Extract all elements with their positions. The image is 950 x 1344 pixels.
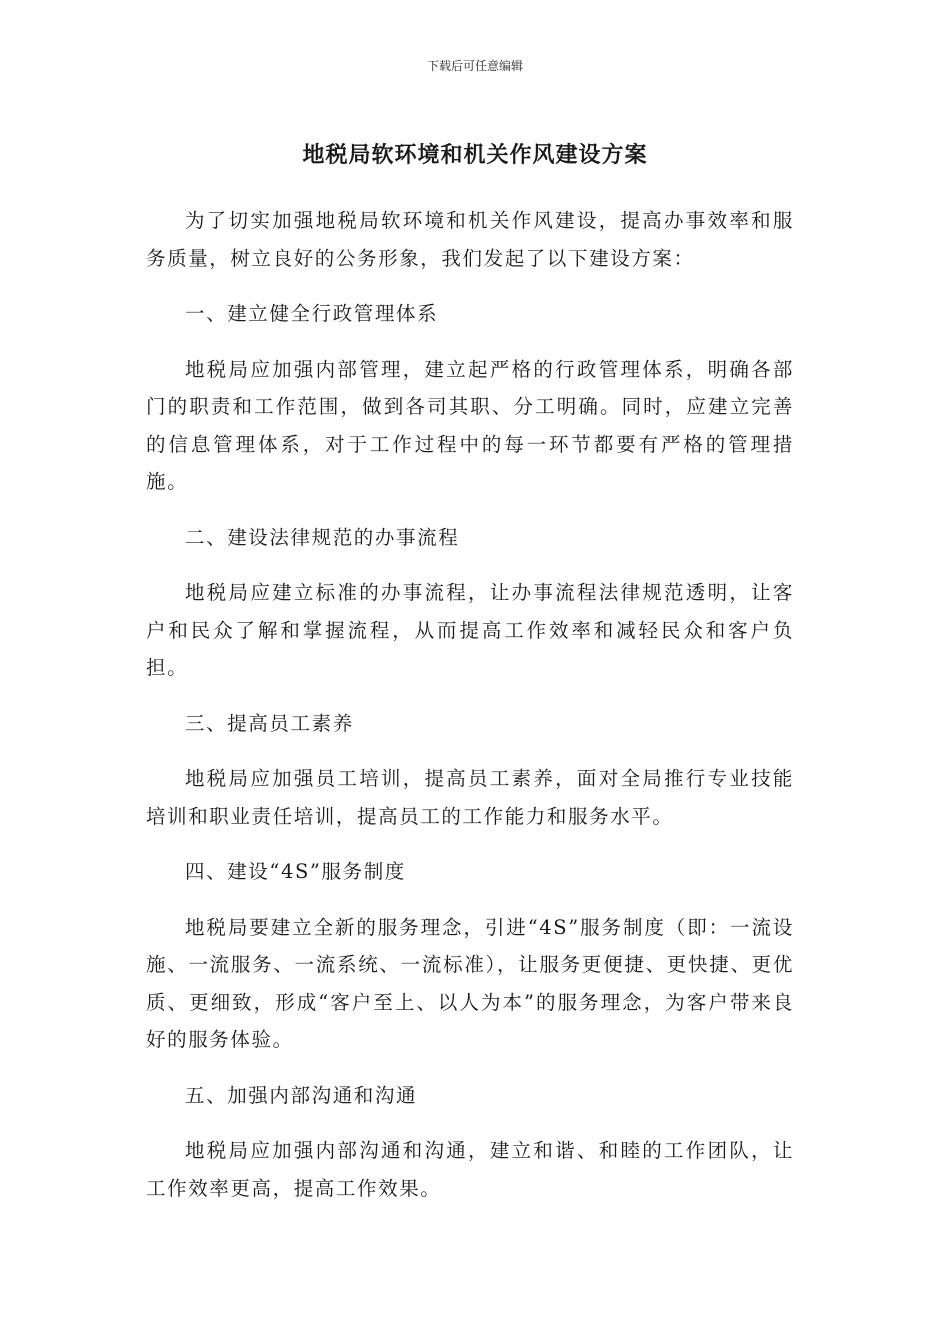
section-body-1: 地税局应加强内部管理，建立起严格的行政管理体系，明确各部门的职责和工作范围，做到各司其职、分工明确。同时，应建立完善的信息管理体系，对于工作过程中的每一环节都要有严格的管理措施。 bbox=[146, 357, 794, 493]
section-heading-2: 二、建设法律规范的办事流程 bbox=[185, 525, 460, 549]
section-body-5: 地税局应加强内部沟通和沟通，建立和谐、和睦的工作团队，让工作效率更高，提高工作效果。 bbox=[146, 1139, 794, 1200]
section-body-2: 地税局应建立标准的办事流程，让办事流程法律规范透明，让客户和民众了解和掌握流程，从而提高工作效率和减轻民众和客户负担。 bbox=[146, 581, 794, 679]
header-note: 下载后可任意编辑 bbox=[426, 59, 523, 73]
section-heading-4: 四、建设“4S”服务制度 bbox=[185, 860, 406, 883]
section-heading-3: 三、提高员工素养 bbox=[185, 711, 354, 735]
document-title: 地税局软环境和机关作风建设方案 bbox=[302, 143, 648, 168]
section-heading-5: 五、加强内部沟通和沟通 bbox=[185, 1083, 418, 1107]
document-body bbox=[146, 202, 794, 1225]
intro-paragraph: 为了切实加强地税局软环境和机关作风建设，提高办事效率和服务质量，树立良好的公务形象，我们发起了以下建设方案： bbox=[146, 209, 794, 270]
section-heading-1: 一、建立健全行政管理体系 bbox=[185, 302, 439, 325]
section-body-3: 地税局应加强员工培训，提高员工素养，面对全局推行专业技能培训和职业责任培训，提高员工的工作能力和服务水平。 bbox=[146, 767, 794, 828]
section-body-4: 地税局要建立全新的服务理念，引进“4S”服务制度（即：一流设施、一流服务、一流系统、一流标准），让服务更便捷、更快捷、更优质、更细致，形成“客户至上、以人为本”的服务理念，为客户带来良好的服务体验。 bbox=[146, 915, 794, 1051]
